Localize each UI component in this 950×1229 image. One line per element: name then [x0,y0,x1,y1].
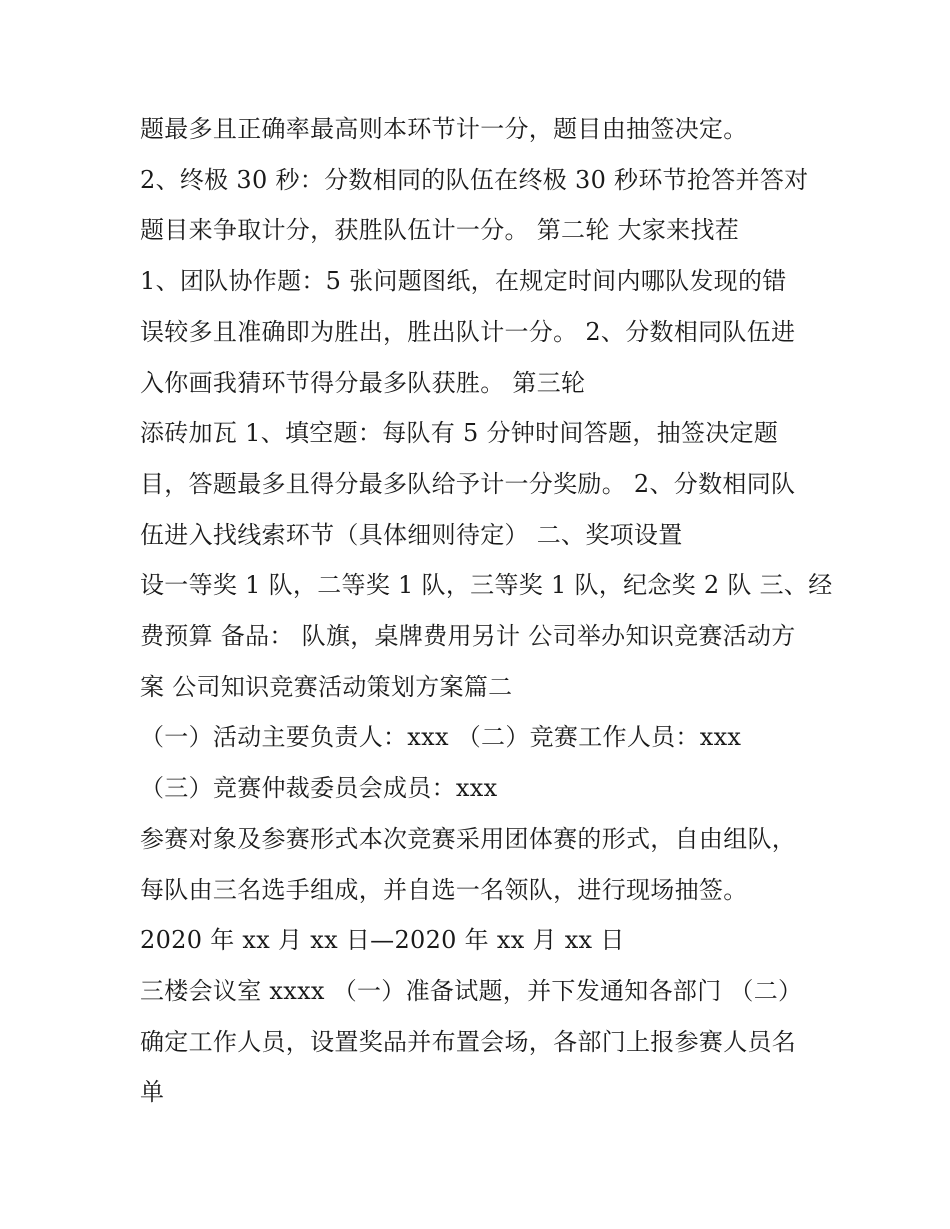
text-line: 伍进入找线索环节（具体细则待定） 二、奖项设置 [140,520,683,549]
text-line: 三楼会议室 xxxx （一）准备试题，并下发通知各部门 （二） [140,976,803,1005]
text-line: 设一等奖 1 队，二等奖 1 队，三等奖 1 队，纪念奖 2 队 三、经 [140,571,833,600]
text-line: 目，答题最多且得分最多队给予计一分奖励。 2、分数相同队 [140,469,796,498]
document-body [140,104,833,1118]
text-line: 参赛对象及参赛形式本次竞赛采用团体赛的形式，自由组队， [140,824,797,853]
text-line: 每队由三名选手组成，并自选一名领队，进行现场抽签。 [140,875,748,904]
text-line: 单 [140,1078,165,1107]
text-line: 入你画我猜环节得分最多队获胜。 第三轮 [140,368,586,397]
text-line: （三）竞赛仲裁委员会成员：xxx [140,774,498,803]
text-line: 费预算 备品： 队旗，桌牌费用另计 公司举办知识竞赛活动方 [140,622,796,651]
text-line: 2、终极 30 秒：分数相同的队伍在终极 30 秒环节抢答并答对 [140,165,809,194]
text-line: 2020 年 xx 月 xx 日—2020 年 xx 月 xx 日 [140,926,625,955]
text-line: 案 公司知识竞赛活动策划方案篇二 [140,672,513,701]
text-line: 确定工作人员，设置奖品并布置会场，各部门上报参赛人员名 [140,1027,797,1056]
text-line: （一）活动主要负责人：xxx （二）竞赛工作人员：xxx [140,723,742,752]
text-line: 题目来争取计分，获胜队伍计一分。 第二轮 大家来找茬 [140,216,740,245]
text-line: 1、团队协作题：5 张问题图纸，在规定时间内哪队发现的错 [140,267,787,296]
text-line: 题最多且正确率最高则本环节计一分，题目由抽签决定。 [140,115,748,143]
text-line: 添砖加瓦 1、填空题：每队有 5 分钟时间答题，抽签决定题 [140,419,779,448]
text-line: 误较多且准确即为胜出，胜出队计一分。 2、分数相同队伍进 [140,317,796,346]
